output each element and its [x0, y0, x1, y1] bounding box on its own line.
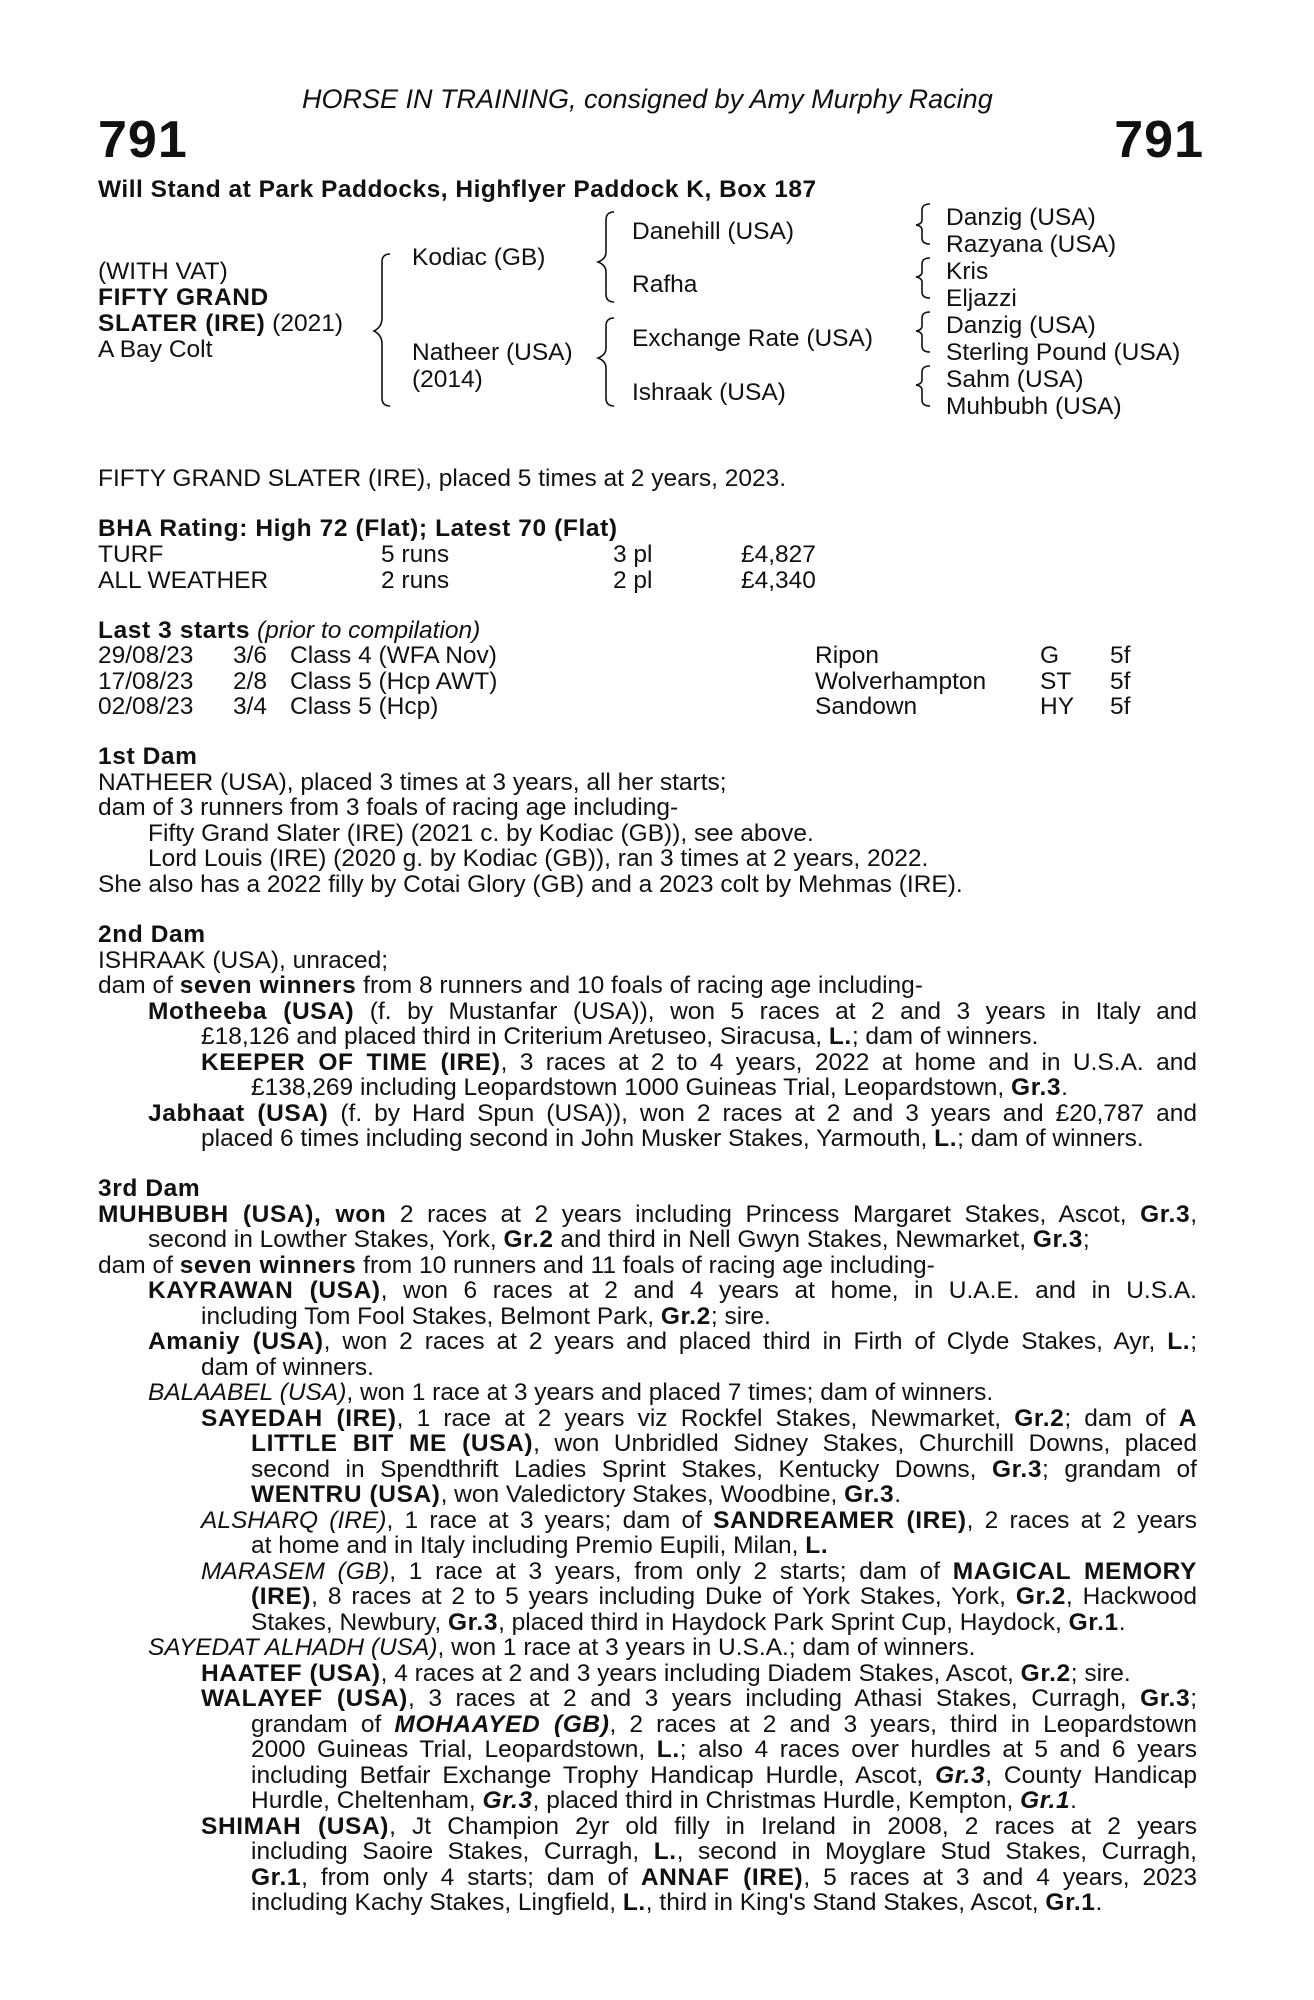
- dam-line: SAYEDAH (IRE), 1 race at 2 years viz Rockfel Stakes, Newmarket, Gr.2; dam of A: [201, 1404, 1197, 1432]
- start-distance: 5f: [1110, 642, 1131, 669]
- brace-g1: [916, 204, 930, 244]
- brace-sire: [598, 212, 614, 302]
- start-row: [98, 643, 1198, 669]
- dam-year: (2014): [412, 366, 483, 393]
- dam-line: MUHBUBH (USA), won 2 races at 2 years including Princess Margaret Stakes, Ascot, Gr.3,: [98, 1200, 1197, 1228]
- section-heading: 1st Dam: [98, 743, 198, 770]
- placed: 3 pl: [613, 541, 653, 568]
- start-date: 02/08/23: [98, 693, 194, 720]
- dam-line: ISHRAAK (USA), unraced;: [98, 946, 389, 974]
- horse-description: A Bay Colt: [98, 336, 213, 363]
- dam-line: dam of winners.: [201, 1353, 374, 1381]
- brace-g2: [916, 258, 930, 298]
- horse-name-line1: FIFTY GRAND: [98, 284, 269, 311]
- start-class: Class 5 (Hcp): [290, 693, 439, 720]
- race-summary: FIFTY GRAND SLATER (IRE), placed 5 times at 2 years, 2023.: [98, 465, 787, 492]
- ggsire-8: Muhbubh (USA): [946, 393, 1122, 420]
- start-date: 17/08/23: [98, 668, 194, 695]
- dam-line: at home and in Italy including Premio Eupili, Milan, L.: [251, 1532, 829, 1559]
- start-distance: 5f: [1110, 693, 1131, 720]
- start-class: Class 5 (Hcp AWT): [290, 668, 498, 695]
- dam-line: SAYEDAT ALHADH (USA), won 1 race at 3 years in U.S.A.; dam of winners.: [148, 1634, 976, 1661]
- dam-line: 2000 Guineas Trial, Leopardstown, L.; also 4 races over hurdles at 5 and 6 years: [251, 1736, 1198, 1763]
- brace-dam: [598, 318, 614, 406]
- start-date: 29/08/23: [98, 642, 194, 669]
- section-heading: 3rd Dam: [98, 1175, 201, 1202]
- start-course: Ripon: [815, 642, 880, 669]
- start-position: 3/6: [233, 642, 268, 669]
- dam-line: grandam of MOHAAYED (GB), 2 races at 2 and 3 years, third in Leopardstown: [251, 1710, 1197, 1738]
- third-dam-section: [98, 1176, 1197, 1916]
- dam-line: WALAYEF (USA), 3 races at 2 and 3 years including Athasi Stakes, Curragh, Gr.3;: [201, 1685, 1197, 1712]
- brace-g3: [916, 312, 930, 352]
- brace-main: [374, 254, 390, 406]
- dam-line: KAYRAWAN (USA), won 6 races at 2 and 4 years at home, in U.A.E. and in U.S.A.: [148, 1277, 1197, 1304]
- start-row: [98, 669, 1198, 695]
- dam-line: KEEPER OF TIME (IRE), 3 races at 2 to 4 years, 2022 at home and in U.S.A. and: [201, 1048, 1197, 1076]
- dam-line: LITTLE BIT ME (USA), won Unbridled Sidney Stakes, Churchill Downs, placed: [251, 1430, 1197, 1457]
- dam-line: Gr.1, from only 4 starts; dam of ANNAF (IRE), 5 races at 3 and 4 years, 2023: [251, 1863, 1197, 1891]
- dam-line: including Betfair Exchange Trophy Handicap Hurdle, Ascot, Gr.3, County Handicap: [251, 1761, 1197, 1789]
- ggsire-6: Sterling Pound (USA): [946, 339, 1181, 366]
- section-heading: 2nd Dam: [98, 921, 206, 948]
- start-position: 3/4: [233, 693, 268, 720]
- ggsire-2: Razyana (USA): [946, 231, 1117, 258]
- dam-line: dam of seven winners from 8 runners and 10 foals of racing age including-: [98, 972, 923, 999]
- dam-line: SHIMAH (USA), Jt Champion 2yr old filly in Ireland in 2008, 2 races at 2 years: [201, 1812, 1197, 1840]
- horse-name-text: SLATER (IRE): [98, 310, 266, 337]
- horse-year: (2021): [272, 310, 343, 337]
- sire-name: Kodiac (GB): [412, 244, 546, 271]
- stand-location: Will Stand at Park Paddocks, Highflyer Paddock K, Box 187: [98, 176, 817, 203]
- last-starts-title: [98, 618, 480, 644]
- start-course: Sandown: [815, 693, 918, 720]
- start-class: Class 4 (WFA Nov): [290, 642, 497, 669]
- dam-line: Hurdle, Cheltenham, Gr.3, placed third in Christmas Hurdle, Kempton, Gr.1.: [251, 1787, 1077, 1814]
- vat-note: (WITH VAT): [98, 258, 228, 285]
- dam-line: Lord Louis (IRE) (2020 g. by Kodiac (GB)), ran 3 times at 2 years, 2022.: [148, 845, 929, 872]
- rating-row: [98, 542, 858, 568]
- ggsire-4: Eljazzi: [946, 285, 1017, 312]
- rating-row: [98, 568, 858, 594]
- dam-name: Natheer (USA): [412, 339, 573, 366]
- dam-line: WENTRU (USA), won Valedictory Stakes, Woodbine, Gr.3.: [251, 1481, 902, 1508]
- lot-number-left: 791: [98, 111, 188, 169]
- ggsire-5: Danzig (USA): [946, 312, 1096, 339]
- start-going: G: [1040, 642, 1060, 669]
- dam-line: second in Spendthrift Ladies Sprint Stakes, Kentucky Downs, Gr.3; grandam of: [251, 1455, 1197, 1483]
- start-going: HY: [1040, 693, 1075, 720]
- start-position: 2/8: [233, 668, 268, 695]
- prize: £4,827: [741, 541, 816, 568]
- runs: 2 runs: [381, 567, 450, 594]
- ggsire-3: Kris: [946, 258, 989, 285]
- dam-line: Motheeba (USA) (f. by Mustanfar (USA)), won 5 races at 2 and 3 years in Italy and: [148, 997, 1197, 1025]
- runs: 5 runs: [381, 541, 450, 568]
- dam-line: NATHEER (USA), placed 3 times at 3 years, all her starts;: [98, 768, 727, 796]
- dam-line: including Tom Fool Stakes, Belmont Park, Gr.2; sire.: [201, 1302, 771, 1330]
- dam-line: HAATEF (USA), 4 races at 2 and 3 years including Diadem Stakes, Ascot, Gr.2; sire.: [201, 1659, 1131, 1687]
- ggsire-1: Danzig (USA): [946, 204, 1096, 231]
- dam-line: dam of seven winners from 10 runners and 11 foals of racing age including-: [98, 1251, 935, 1279]
- placed: 2 pl: [613, 567, 653, 594]
- start-row: [98, 694, 1198, 720]
- dam-line: MARASEM (GB), 1 race at 3 years, from only 2 starts; dam of MAGICAL MEMORY: [201, 1557, 1197, 1585]
- dam-line: (IRE), 8 races at 2 to 5 years including Duke of York Stakes, York, Gr.2, Hackwood: [251, 1583, 1197, 1610]
- lot-number-right: 791: [1114, 111, 1204, 169]
- dam-line: £18,126 and placed third in Criterium Aretuseo, Siracusa, L.; dam of winners.: [201, 1023, 1039, 1050]
- dam-line: Fifty Grand Slater (IRE) (2021 c. by Kodiac (GB)), see above.: [148, 819, 814, 847]
- start-going: ST: [1040, 668, 1072, 695]
- dam-line: Stakes, Newbury, Gr.3, placed third in Haydock Park Sprint Cup, Haydock, Gr.1.: [251, 1608, 1126, 1636]
- last-starts-italic: (prior to compilation): [256, 617, 481, 644]
- dam-dam: Ishraak (USA): [632, 379, 786, 406]
- dam-line: Amaniy (USA), won 2 races at 2 years and placed third in Firth of Clyde Stakes, Ayr, L.;: [148, 1328, 1197, 1355]
- surface: TURF: [98, 541, 164, 568]
- start-distance: 5f: [1110, 668, 1131, 695]
- ggsire-7: Sahm (USA): [946, 366, 1084, 393]
- start-course: Wolverhampton: [815, 668, 987, 695]
- brace-g4: [916, 366, 930, 406]
- dam-line: dam of 3 runners from 3 foals of racing age including-: [98, 794, 679, 821]
- dam-line: second in Lowther Stakes, York, Gr.2 and third in Nell Gwyn Stakes, Newmarket, Gr.3;: [148, 1226, 1090, 1253]
- second-dam-section: [98, 922, 1197, 1152]
- dam-line: placed 6 times including second in John Musker Stakes, Yarmouth, L.; dam of winners.: [201, 1125, 1144, 1152]
- dam-line: including Kachy Stakes, Lingfield, L., third in King's Stand Stakes, Ascot, Gr.1.: [251, 1889, 1103, 1916]
- catalogue-header: HORSE IN TRAINING, consigned by Amy Murphy Racing: [302, 84, 993, 114]
- bha-rating-title: BHA Rating: High 72 (Flat); Latest 70 (Flat): [98, 515, 618, 542]
- dam-line: Jabhaat (USA) (f. by Hard Spun (USA)), won 2 races at 2 and 3 years and £20,787 and: [148, 1099, 1197, 1127]
- dam-line: She also has a 2022 filly by Cotai Glory (GB) and a 2023 colt by Mehmas (IRE).: [98, 870, 963, 898]
- dam-line: £138,269 including Leopardstown 1000 Guineas Trial, Leopardstown, Gr.3.: [251, 1074, 1068, 1101]
- dam-line: BALAABEL (USA), won 1 race at 3 years and placed 7 times; dam of winners.: [148, 1379, 994, 1406]
- dam-line: ALSHARQ (IRE), 1 race at 3 years; dam of SANDREAMER (IRE), 2 races at 2 years: [201, 1506, 1197, 1534]
- sire-dam: Rafha: [632, 271, 698, 298]
- first-dam-section: [98, 744, 963, 897]
- surface: ALL WEATHER: [98, 567, 269, 594]
- dam-sire: Exchange Rate (USA): [632, 325, 874, 352]
- prize: £4,340: [741, 567, 816, 594]
- last-starts-bold: Last 3 starts: [98, 617, 251, 644]
- sire-sire: Danehill (USA): [632, 218, 795, 245]
- dam-line: including Saoire Stakes, Curragh, L., second in Moyglare Stud Stakes, Curragh,: [251, 1838, 1197, 1865]
